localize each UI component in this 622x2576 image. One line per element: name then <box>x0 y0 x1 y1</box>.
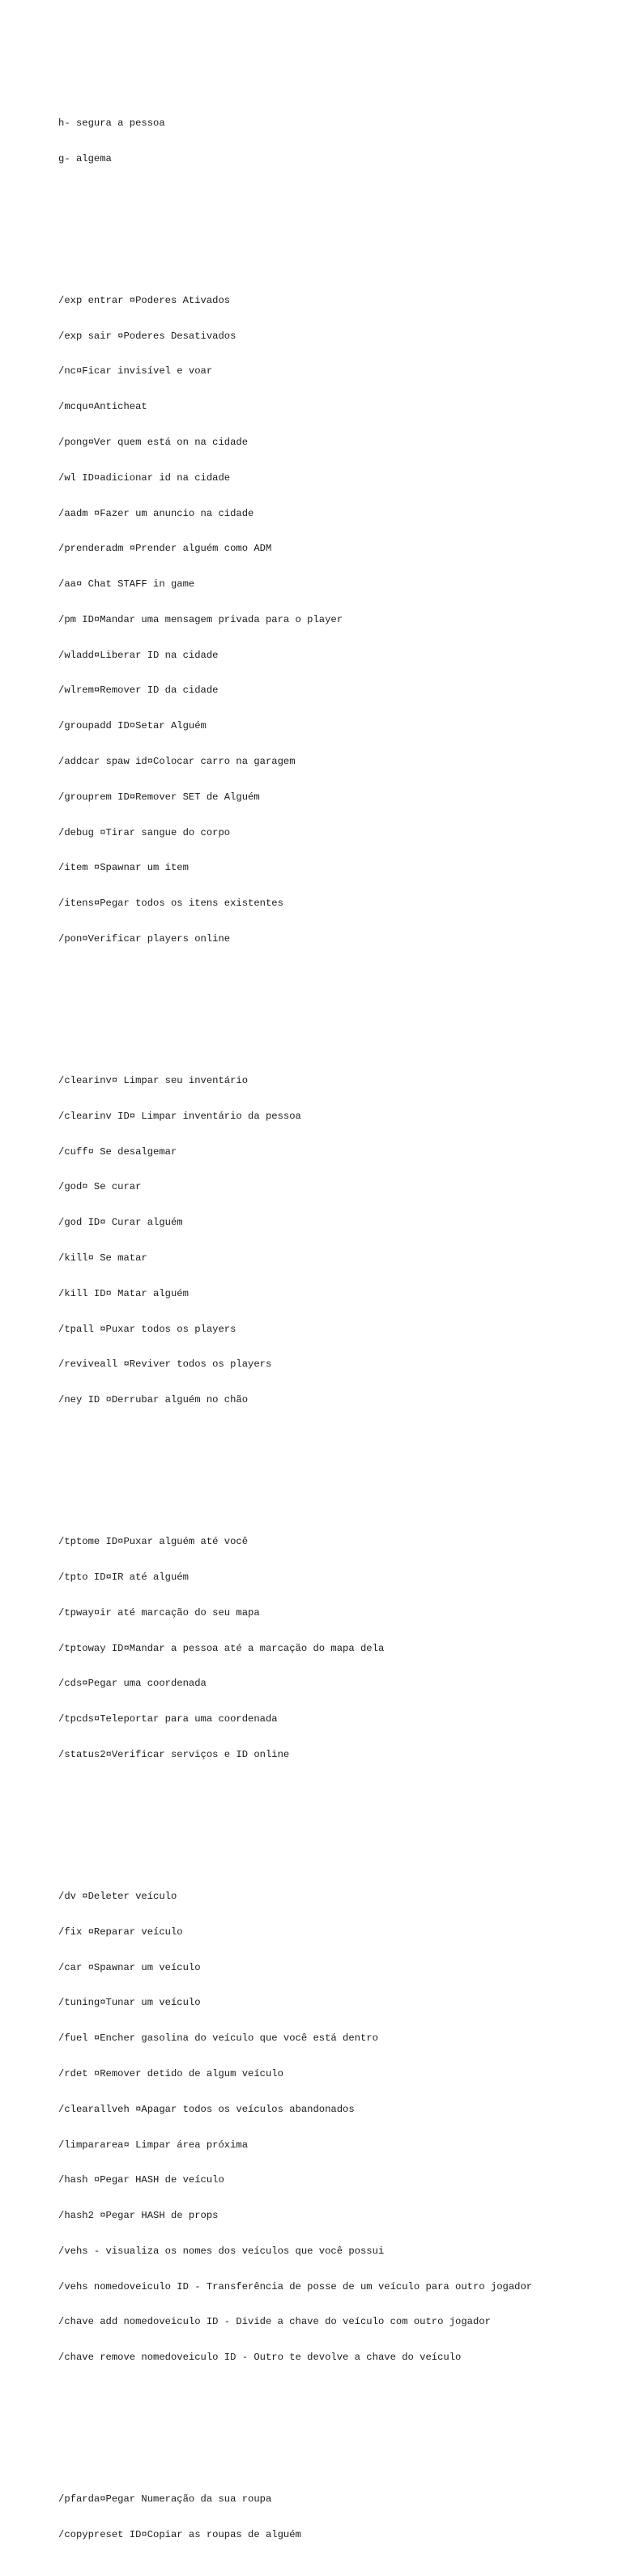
block-clothing <box>58 2470 617 2565</box>
text-line: /hash ¤Pegar HASH de veículo <box>58 2174 224 2186</box>
spacer <box>58 2411 617 2423</box>
text-line: /prenderadm ¤Prender alguém como ADM <box>58 543 272 555</box>
text-line: /chave add nomedoveiculo ID - Divide a chave do veículo com outro jogador <box>58 2316 491 2328</box>
text-line: /god¤ Se curar <box>58 1181 142 1193</box>
text-line: /wlrem¤Remover ID da cidade <box>58 685 219 697</box>
text-line: /debug ¤Tirar sangue do corpo <box>58 826 231 838</box>
text-line: /groupadd ID¤Setar Alguém <box>58 720 207 732</box>
spacer <box>58 1453 617 1465</box>
text-line: /aa¤ Chat STAFF in game <box>58 578 195 591</box>
text-line: /addcar spaw id¤Colocar carro na garagem <box>58 756 296 768</box>
text-line: /vehs - visualiza os nomes dos veículos que você possui <box>58 2245 385 2257</box>
text-line: /clearinv¤ Limpar seu inventário <box>58 1075 249 1087</box>
text-line: /wl ID¤adicionar id na cidade <box>58 471 231 484</box>
text-line: /pfarda¤Pegar Numeração da sua roupa <box>58 2493 272 2506</box>
text-line: /tpto ID¤IR até alguém <box>58 1572 189 1583</box>
text-line: /cuff¤ Se desalgemar <box>58 1145 177 1158</box>
text-line: /tuning¤Tunar um veículo <box>58 1997 201 2009</box>
document-page <box>58 58 617 2576</box>
text-line: /wladd¤Liberar ID na cidade <box>58 649 219 661</box>
text-line: /kill ID¤ Matar alguém <box>58 1287 189 1299</box>
text-line: /god ID¤ Curar alguém <box>58 1217 183 1229</box>
text-line: /status2¤Verificar serviços e ID online <box>58 1748 290 1760</box>
text-line: h- segura a pessoa <box>58 117 165 129</box>
text-line: /car ¤Spawnar um veículo <box>58 1961 201 1973</box>
text-line: /item ¤Spawnar um item <box>58 862 189 874</box>
text-line: /rdet ¤Remover detido de algum veículo <box>58 2067 283 2079</box>
text-line: /tpall ¤Puxar todos os players <box>58 1323 236 1335</box>
block-vehicles <box>58 1867 617 2387</box>
spacer <box>58 212 617 224</box>
text-line: /pon¤Verificar players online <box>58 932 231 945</box>
text-line: /cds¤Pegar uma coordenada <box>58 1678 207 1690</box>
text-line: /copypreset ID¤Copiar as roupas de alguém <box>58 2529 301 2541</box>
text-line: /fix ¤Reparar veículo <box>58 1926 183 1938</box>
text-line: /tptome ID¤Puxar alguém até você <box>58 1536 249 1548</box>
text-line: /fuel ¤Encher gasolina do veículo que você está dentro <box>58 2032 378 2045</box>
text-line: /clearallveh ¤Apagar todos os veículos abandonados <box>58 2103 355 2115</box>
spacer <box>58 1808 617 1820</box>
text-line: /pong¤Ver quem está on na cidade <box>58 437 249 448</box>
text-line: /chave remove nomedoveiculo ID - Outro te devolve a chave do veículo <box>58 2352 462 2364</box>
text-line: /itens¤Pegar todos os itens existentes <box>58 898 283 910</box>
text-line: /hash2 ¤Pegar HASH de props <box>58 2210 219 2222</box>
text-line: g- algema <box>58 152 112 164</box>
text-line: /reviveall ¤Reviver todos os players <box>58 1358 272 1371</box>
block-basic-keys <box>58 94 617 189</box>
text-line: /clearinv ID¤ Limpar inventário da pessoa <box>58 1110 301 1122</box>
text-line: /ney ID ¤Derrubar alguém no chão <box>58 1394 249 1406</box>
text-line: /pm ID¤Mandar uma mensagem privada para o player <box>58 613 343 625</box>
text-line: /exp sair ¤Poderes Desativados <box>58 330 236 342</box>
text-line: /aadm ¤Fazer um anuncio na cidade <box>58 507 254 519</box>
block-inventory-health <box>58 1051 617 1430</box>
text-line: /nc¤Ficar invisível e voar <box>58 365 213 377</box>
text-line: /vehs nomedoveiculo ID - Transferência de posse de um veículo para outro jogador <box>58 2280 533 2292</box>
block-teleport <box>58 1512 617 1785</box>
text-line: /tpway¤ir até marcação do seu mapa <box>58 1606 260 1619</box>
text-line: /kill¤ Se matar <box>58 1252 147 1264</box>
block-admin-commands <box>58 271 617 969</box>
text-line: /tpcds¤Teleportar para uma coordenada <box>58 1713 278 1725</box>
text-line: /limpararea¤ Limpar área próxima <box>58 2139 249 2151</box>
spacer <box>58 992 617 1004</box>
text-line: /mcqu¤Anticheat <box>58 401 147 413</box>
text-line: /exp entrar ¤Poderes Ativados <box>58 294 231 306</box>
text-line: /grouprem ID¤Remover SET de Alguém <box>58 791 260 803</box>
text-line: /dv ¤Deleter veículo <box>58 1891 177 1903</box>
text-line: /tptoway ID¤Mandar a pessoa até a marcação do mapa dela <box>58 1642 385 1654</box>
